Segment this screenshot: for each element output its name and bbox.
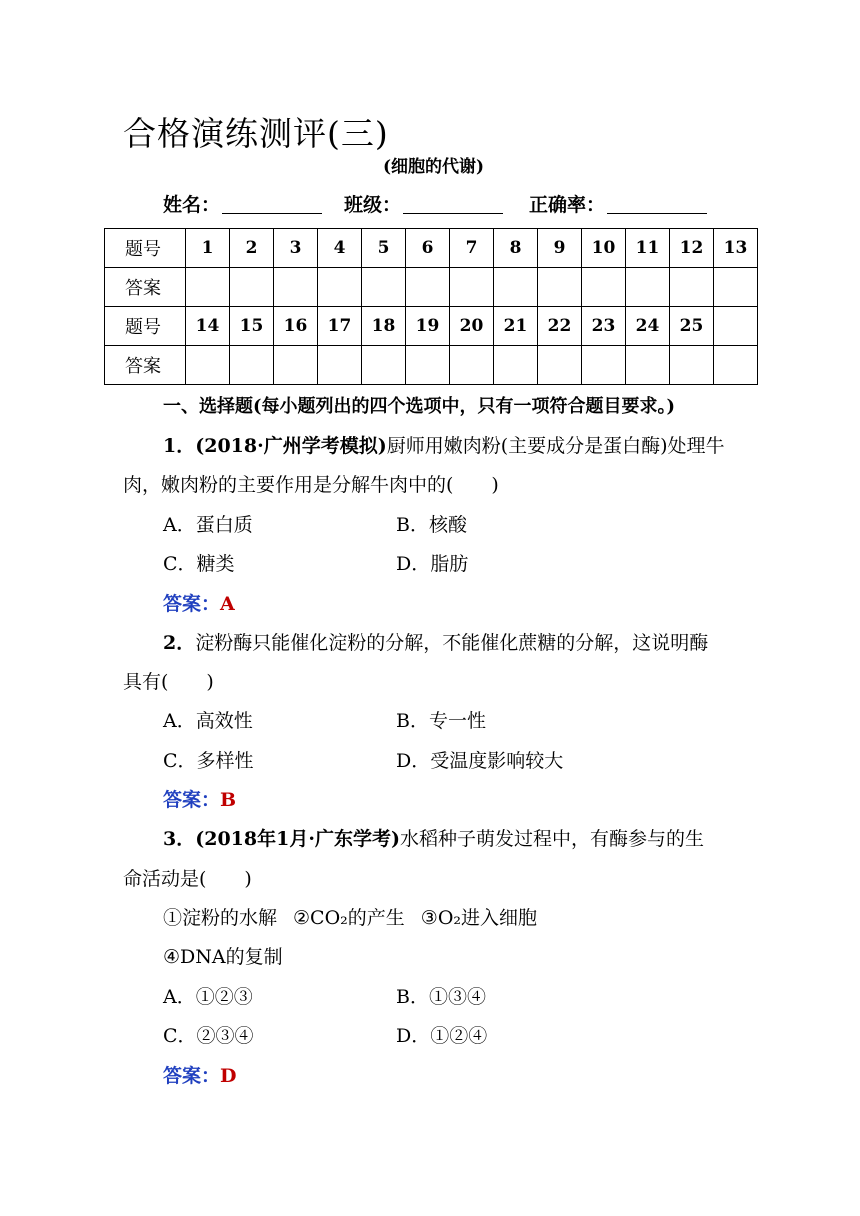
question-2-line2: 具有( ) bbox=[123, 671, 214, 693]
table-cell: 20 bbox=[450, 307, 494, 346]
answer-cell[interactable] bbox=[406, 268, 450, 307]
table-cell: 17 bbox=[318, 307, 362, 346]
table-cell: 24 bbox=[626, 307, 670, 346]
table-cell: 9 bbox=[538, 229, 582, 268]
answer-cell[interactable] bbox=[450, 268, 494, 307]
class-field bbox=[344, 190, 503, 217]
option-d[interactable]: D．受温度影响较大 bbox=[396, 750, 564, 772]
table-cell: 25 bbox=[670, 307, 714, 346]
answer-cell[interactable] bbox=[626, 268, 670, 307]
answer-cell[interactable] bbox=[582, 346, 626, 385]
name-blank bbox=[222, 195, 322, 214]
row-label-number: 题号 bbox=[105, 307, 186, 346]
answer-cell[interactable] bbox=[274, 268, 318, 307]
item-3: ③O₂进入细胞 bbox=[420, 907, 538, 929]
answer-cell[interactable] bbox=[494, 268, 538, 307]
table-cell: 3 bbox=[274, 229, 318, 268]
answer-cell[interactable] bbox=[230, 346, 274, 385]
table-cell: 1 bbox=[186, 229, 230, 268]
answer-cell[interactable] bbox=[362, 346, 406, 385]
option-d[interactable]: D．①②④ bbox=[396, 1025, 488, 1047]
table-row bbox=[105, 229, 758, 268]
answer-cell[interactable] bbox=[318, 346, 362, 385]
class-blank bbox=[403, 195, 503, 214]
table-cell: 2 bbox=[230, 229, 274, 268]
answer-label: 答案： bbox=[163, 593, 221, 615]
table-cell: 15 bbox=[230, 307, 274, 346]
table-cell: 6 bbox=[406, 229, 450, 268]
row-label-answer: 答案 bbox=[105, 346, 186, 385]
question-source: (2018·广州学考模拟) bbox=[195, 435, 387, 457]
question-text: 厨师用嫩肉粉(主要成分是蛋白酶)处理牛 bbox=[386, 435, 725, 457]
item-4: ④DNA的复制 bbox=[163, 946, 283, 968]
answer-value: D bbox=[220, 1065, 237, 1087]
table-cell: 13 bbox=[714, 229, 758, 268]
question-3-items bbox=[163, 903, 537, 930]
answer-cell[interactable] bbox=[362, 268, 406, 307]
name-field bbox=[163, 190, 322, 217]
table-cell: 11 bbox=[626, 229, 670, 268]
answer-label: 答案： bbox=[163, 1065, 221, 1087]
table-cell: 21 bbox=[494, 307, 538, 346]
question-source: (2018年1月·广东学考) bbox=[195, 828, 400, 850]
page-title: 合格演练测评(三) bbox=[123, 114, 389, 153]
page-subtitle: (细胞的代谢) bbox=[383, 157, 485, 177]
answer-cell[interactable] bbox=[670, 268, 714, 307]
class-label: 班级： bbox=[344, 194, 402, 216]
option-d[interactable]: D．脂肪 bbox=[396, 553, 469, 575]
question-text: 水稻种子萌发过程中，有酶参与的生 bbox=[399, 828, 704, 850]
table-row bbox=[105, 307, 758, 346]
table-cell bbox=[714, 307, 758, 346]
table-cell: 10 bbox=[582, 229, 626, 268]
question-text: 淀粉酶只能催化淀粉的分解，不能催化蔗糖的分解，这说明酶 bbox=[195, 632, 709, 654]
table-cell: 22 bbox=[538, 307, 582, 346]
option-c[interactable]: C．多样性 bbox=[163, 750, 254, 772]
table-cell: 18 bbox=[362, 307, 406, 346]
answer-label: 答案： bbox=[163, 789, 221, 811]
option-a[interactable]: A．高效性 bbox=[163, 710, 253, 732]
answer-cell[interactable] bbox=[538, 268, 582, 307]
answer-cell[interactable] bbox=[230, 268, 274, 307]
answer-table bbox=[104, 228, 758, 385]
row-label-answer: 答案 bbox=[105, 268, 186, 307]
item-1: ①淀粉的水解 bbox=[163, 907, 278, 929]
option-b[interactable]: B．专一性 bbox=[396, 710, 486, 732]
option-c[interactable]: C．②③④ bbox=[163, 1025, 254, 1047]
option-c[interactable]: C．糖类 bbox=[163, 553, 235, 575]
table-cell: 23 bbox=[582, 307, 626, 346]
option-a[interactable]: A．①②③ bbox=[163, 986, 253, 1008]
answer-cell[interactable] bbox=[318, 268, 362, 307]
table-cell: 5 bbox=[362, 229, 406, 268]
item-2: ②CO₂的产生 bbox=[293, 907, 405, 929]
answer-cell[interactable] bbox=[626, 346, 670, 385]
question-1-line1 bbox=[163, 431, 725, 458]
answer-cell[interactable] bbox=[714, 268, 758, 307]
question-number: 3． bbox=[163, 828, 196, 850]
table-cell: 4 bbox=[318, 229, 362, 268]
answer-value: A bbox=[220, 593, 235, 615]
question-2-line1 bbox=[163, 628, 708, 655]
table-cell: 8 bbox=[494, 229, 538, 268]
table-cell: 14 bbox=[186, 307, 230, 346]
question-3-line1 bbox=[163, 824, 704, 851]
option-b[interactable]: B．①③④ bbox=[396, 986, 486, 1008]
table-row bbox=[105, 268, 758, 307]
answer-cell[interactable] bbox=[538, 346, 582, 385]
accuracy-label: 正确率： bbox=[529, 194, 606, 216]
answer-1 bbox=[163, 589, 235, 616]
table-cell: 16 bbox=[274, 307, 318, 346]
name-label: 姓名： bbox=[163, 194, 221, 216]
option-a[interactable]: A．蛋白质 bbox=[163, 514, 253, 536]
answer-3 bbox=[163, 1061, 237, 1088]
answer-cell[interactable] bbox=[670, 346, 714, 385]
question-number: 2． bbox=[163, 632, 196, 654]
table-cell: 19 bbox=[406, 307, 450, 346]
answer-cell[interactable] bbox=[450, 346, 494, 385]
section-heading: 一、选择题(每小题列出的四个选项中，只有一项符合题目要求。) bbox=[163, 396, 676, 417]
answer-2 bbox=[163, 785, 236, 812]
answer-cell[interactable] bbox=[186, 268, 230, 307]
table-cell: 7 bbox=[450, 229, 494, 268]
question-3-line2: 命活动是( ) bbox=[123, 868, 252, 890]
row-label-number: 题号 bbox=[105, 229, 186, 268]
answer-value: B bbox=[220, 789, 237, 811]
table-cell: 12 bbox=[670, 229, 714, 268]
answer-cell[interactable] bbox=[714, 346, 758, 385]
accuracy-field bbox=[529, 190, 707, 217]
table-row bbox=[105, 346, 758, 385]
answer-cell[interactable] bbox=[494, 346, 538, 385]
answer-cell[interactable] bbox=[582, 268, 626, 307]
question-1-line2: 肉，嫩肉粉的主要作用是分解牛肉中的( ) bbox=[123, 474, 499, 496]
answer-cell[interactable] bbox=[406, 346, 450, 385]
answer-cell[interactable] bbox=[186, 346, 230, 385]
question-number: 1． bbox=[163, 435, 196, 457]
accuracy-blank bbox=[607, 195, 707, 214]
answer-cell[interactable] bbox=[274, 346, 318, 385]
option-b[interactable]: B．核酸 bbox=[396, 514, 467, 536]
